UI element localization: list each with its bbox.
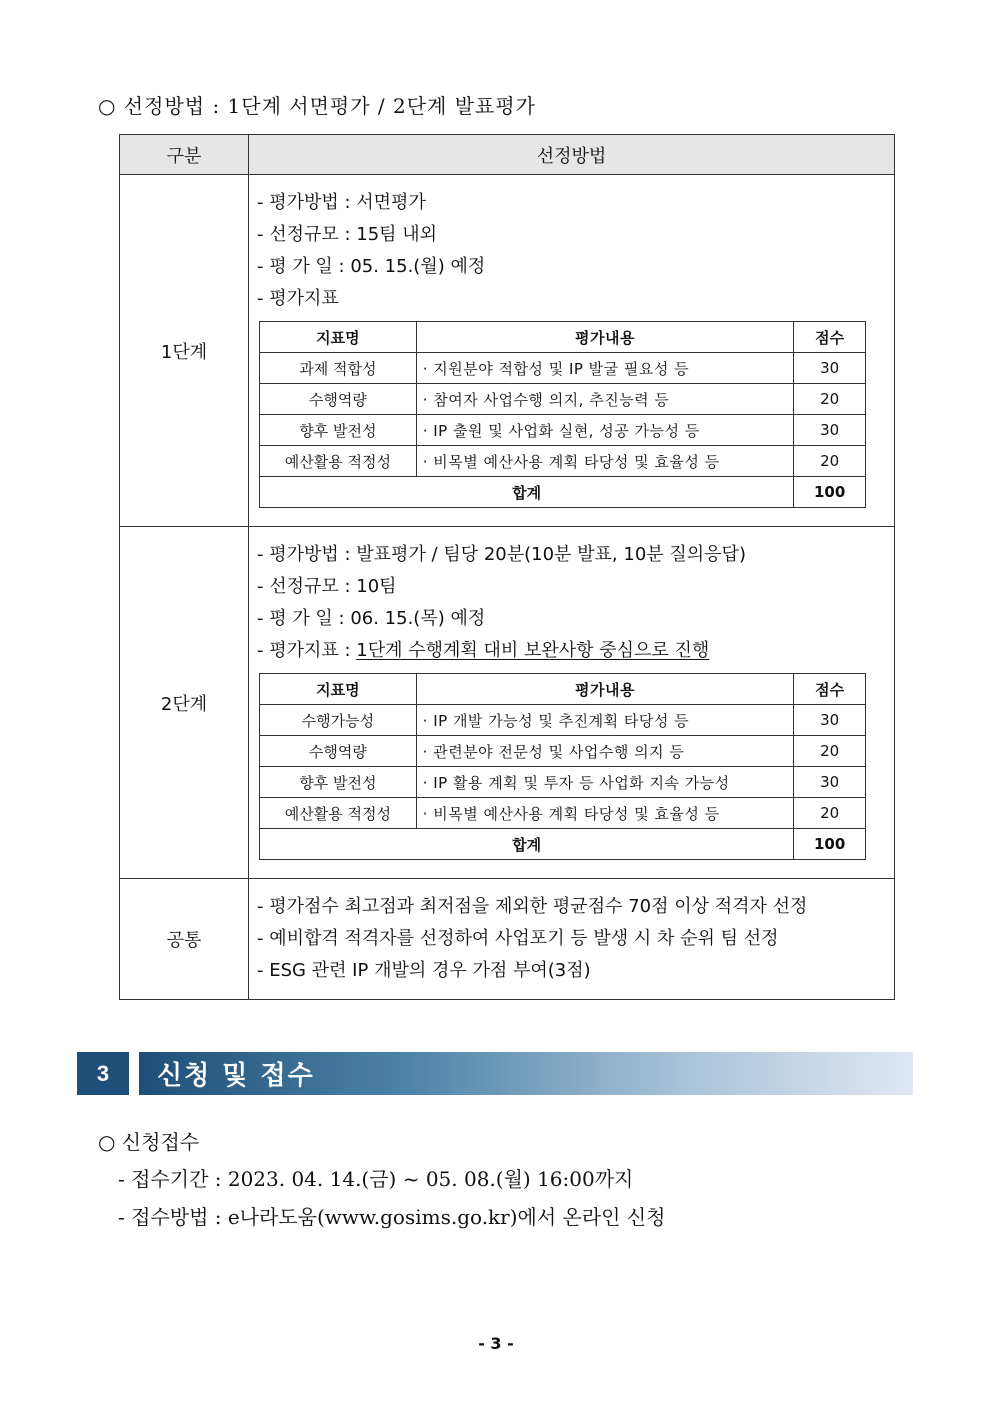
stage2-content <box>249 527 895 879</box>
selection-method-heading: ○ 선정방법 : 1단계 서면평가 / 2단계 발표평가 <box>98 94 536 118</box>
table-row <box>260 798 866 829</box>
common-line: - 예비합격 적격자를 선정하여 사업포기 등 발생 시 차 순위 팀 선정 <box>257 928 779 949</box>
section-number: 3 <box>77 1052 129 1095</box>
criteria-header-row <box>260 674 866 705</box>
stage2-line: - 평 가 일 : 06. 15.(목) 예정 <box>257 608 486 629</box>
criteria-score: 30 <box>794 415 866 446</box>
table-row <box>260 736 866 767</box>
table-row <box>260 767 866 798</box>
page-number: - 3 - <box>478 1334 514 1353</box>
total-row <box>260 829 866 860</box>
stage2-line <box>257 635 886 667</box>
criteria-name: 수행역량 <box>260 384 417 415</box>
criteria-desc: · IP 개발 가능성 및 추진계획 타당성 등 <box>416 705 794 736</box>
criteria-header: 평가내용 <box>416 322 794 353</box>
header-stage: 구분 <box>120 135 249 175</box>
common-content <box>249 879 895 1000</box>
criteria-header-row <box>260 322 866 353</box>
stage1-label: 1단계 <box>120 175 249 527</box>
criteria-score: 20 <box>794 384 866 415</box>
criteria-desc: · IP 활용 계획 및 투자 등 사업화 지속 가능성 <box>416 767 794 798</box>
section-header <box>77 1052 913 1095</box>
common-row <box>120 879 895 1000</box>
criteria-name: 예산활용 적정성 <box>260 446 417 477</box>
table-row <box>260 384 866 415</box>
selection-method-table <box>119 134 895 1000</box>
criteria-note: 1단계 수행계획 대비 보완사항 중심으로 진행 <box>356 640 710 661</box>
table-row <box>260 446 866 477</box>
table-header-row <box>120 135 895 175</box>
application-title: ○ 신청접수 <box>98 1130 200 1154</box>
stage2-row <box>120 527 895 879</box>
common-label: 공통 <box>120 879 249 1000</box>
stage1-line: - 평가방법 : 서면평가 <box>257 192 426 213</box>
stage2-criteria-table <box>259 673 866 860</box>
header-method: 선정방법 <box>249 135 895 175</box>
total-label: 합계 <box>260 477 794 508</box>
criteria-desc: · IP 출원 및 사업화 실현, 성공 가능성 등 <box>416 415 794 446</box>
common-line: - 평가점수 최고점과 최저점을 제외한 평균점수 70점 이상 적격자 선정 <box>257 896 808 917</box>
stage1-line: - 선정규모 : 15팀 내외 <box>257 224 438 245</box>
criteria-name: 수행역량 <box>260 736 417 767</box>
criteria-score: 30 <box>794 353 866 384</box>
criteria-score: 30 <box>794 705 866 736</box>
total-row <box>260 477 866 508</box>
criteria-header: 평가내용 <box>416 674 794 705</box>
section-title: 신청 및 접수 <box>157 1061 315 1091</box>
stage1-line: - 평 가 일 : 05. 15.(월) 예정 <box>257 256 486 277</box>
criteria-score: 20 <box>794 798 866 829</box>
criteria-name: 수행가능성 <box>260 705 417 736</box>
application-method: - 접수방법 : e나라도움(www.gosims.go.kr)에서 온라인 신청 <box>118 1205 666 1229</box>
criteria-desc: · 비목별 예산사용 계획 타당성 및 효율성 등 <box>416 446 794 477</box>
criteria-score: 20 <box>794 446 866 477</box>
criteria-score: 30 <box>794 767 866 798</box>
criteria-desc: · 참여자 사업수행 의지, 추진능력 등 <box>416 384 794 415</box>
stage1-criteria-table <box>259 321 866 508</box>
criteria-prefix: - 평가지표 : <box>257 640 357 661</box>
total-label: 합계 <box>260 829 794 860</box>
criteria-name: 향후 발전성 <box>260 415 417 446</box>
criteria-header: 점수 <box>794 674 866 705</box>
application-section <box>98 1124 666 1236</box>
table-row <box>260 705 866 736</box>
criteria-desc: · 비목별 예산사용 계획 타당성 및 효율성 등 <box>416 798 794 829</box>
table-row <box>260 353 866 384</box>
criteria-name: 예산활용 적정성 <box>260 798 417 829</box>
stage1-line: - 평가지표 <box>257 288 339 309</box>
criteria-header: 점수 <box>794 322 866 353</box>
section-title-bar <box>139 1052 913 1095</box>
table-row <box>260 415 866 446</box>
criteria-name: 향후 발전성 <box>260 767 417 798</box>
common-line: - ESG 관련 IP 개발의 경우 가점 부여(3점) <box>257 960 591 981</box>
stage2-line: - 평가방법 : 발표평가 / 팀당 20분(10분 발표, 10분 질의응답) <box>257 544 746 565</box>
stage1-content <box>249 175 895 527</box>
stage1-row <box>120 175 895 527</box>
criteria-score: 20 <box>794 736 866 767</box>
total-score: 100 <box>794 829 866 860</box>
criteria-desc: · 지원분야 적합성 및 IP 발굴 필요성 등 <box>416 353 794 384</box>
criteria-header: 지표명 <box>260 674 417 705</box>
criteria-header: 지표명 <box>260 322 417 353</box>
criteria-desc: · 관련분야 전문성 및 사업수행 의지 등 <box>416 736 794 767</box>
criteria-name: 과제 적합성 <box>260 353 417 384</box>
application-period: - 접수기간 : 2023. 04. 14.(금) ~ 05. 08.(월) 16:00까지 <box>118 1167 634 1191</box>
stage2-label: 2단계 <box>120 527 249 879</box>
total-score: 100 <box>794 477 866 508</box>
stage2-line: - 선정규모 : 10팀 <box>257 576 397 597</box>
